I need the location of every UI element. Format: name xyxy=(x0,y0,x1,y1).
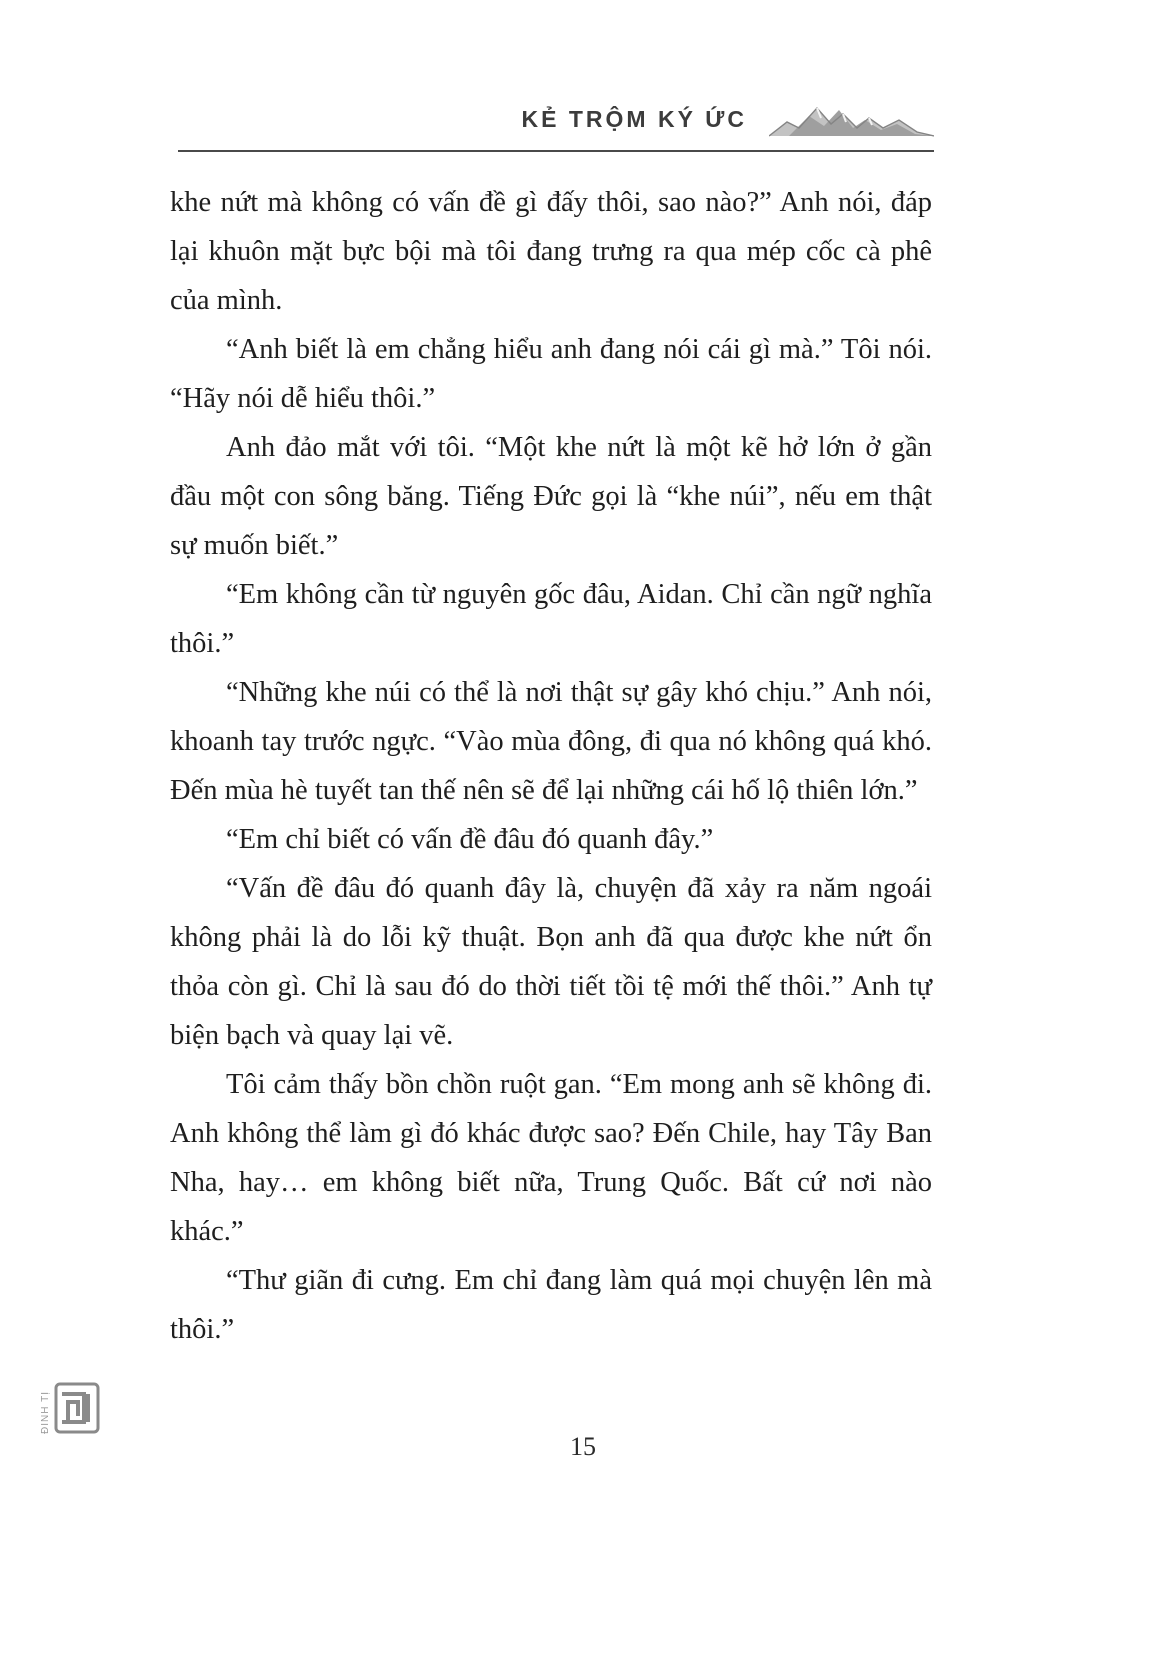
paragraph: khe nứt mà không có vấn đề gì đấy thôi, sao nào?” Anh nói, đáp lại khuôn mặt bực bội mà tôi đang trưng ra qua mép cốc cà phê của mình. xyxy=(170,187,932,316)
paragraph: “Thư giãn đi cưng. Em chỉ đang làm quá mọi chuyện lên mà thôi.” xyxy=(170,1265,932,1345)
book-title: KẺ TRỘM KÝ ỨC xyxy=(521,105,747,132)
paragraph: Anh đảo mắt với tôi. “Một khe nứt là một kẽ hở lớn ở gần đầu một con sông băng. Tiếng Đức gọi là “khe núi”, nếu em thật sự muốn biết.” xyxy=(170,432,932,561)
paragraph: “Em chỉ biết có vấn đề đâu đó quanh đây.” xyxy=(226,824,714,855)
paragraph: “Em không cần từ nguyên gốc đâu, Aidan. Chỉ cần ngữ nghĩa thôi.” xyxy=(170,579,932,659)
paragraph: “Những khe núi có thể là nơi thật sự gây khó chịu.” Anh nói, khoanh tay trước ngực. “Vào mùa đông, đi qua nó không quá khó. Đến mùa hè tuyết tan thế nên sẽ để lại những cái hố lộ thiên lớn.” xyxy=(170,677,932,806)
header-divider xyxy=(178,150,934,152)
header-row xyxy=(178,98,934,150)
page-header xyxy=(178,98,934,152)
paragraph: Tôi cảm thấy bồn chồn ruột gan. “Em mong anh sẽ không đi. Anh không thể làm gì đó khác được sao? Đến Chile, hay Tây Ban Nha, hay… em không biết nữa, Trung Quốc. Bất cứ nơi nào khác.” xyxy=(170,1069,932,1247)
publisher-logo xyxy=(40,1382,100,1434)
paragraph: “Vấn đề đâu đó quanh đây là, chuyện đã xảy ra năm ngoái không phải là do lỗi kỹ thuật. Bọn anh đã qua được khe nứt ổn thỏa còn gì. Chỉ là sau đó do thời tiết tồi tệ mới thế thôi.” Anh tự biện bạch và quay lại vẽ. xyxy=(170,873,932,1051)
page-number: 15 xyxy=(570,1432,596,1461)
publisher-name: ĐINH TỊ xyxy=(40,1391,51,1434)
mountain-range-icon xyxy=(769,98,934,140)
page-body xyxy=(170,178,932,1354)
publisher-seal-icon xyxy=(54,1382,100,1434)
paragraph: “Anh biết là em chẳng hiểu anh đang nói cái gì mà.” Tôi nói. “Hãy nói dễ hiểu thôi.” xyxy=(170,334,932,414)
